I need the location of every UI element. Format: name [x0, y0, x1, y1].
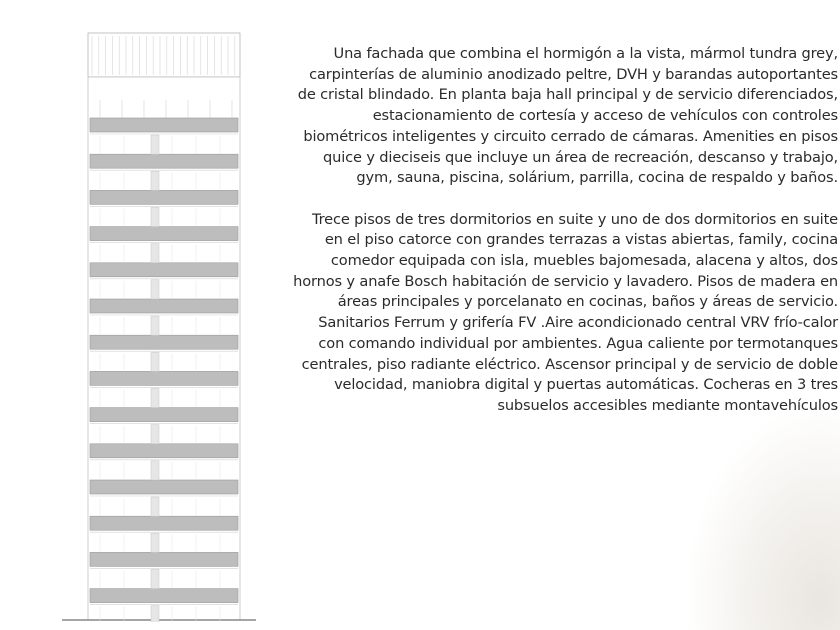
floor-slab [90, 371, 238, 385]
floor-slab [90, 480, 238, 494]
central-column [151, 316, 159, 335]
central-column [151, 425, 159, 444]
floor-slab [90, 299, 238, 313]
floor-slab [90, 408, 238, 422]
central-column [151, 497, 159, 516]
central-column [151, 569, 159, 588]
description-paragraph-2: Trece pisos de tres dormitorios en suite y uno de dos dormitorios en suite en el piso catorce con grandes terrazas a vistas abiertas, family, cocina comedor equipada con isla, muebles bajomesada, alacena y altos, dos hornos y anafe Bosch habitación de servicio y lavadero. Pisos de madera en áreas principales y porcelanato en cocinas, baños y áreas de servicio. Sanitarios Ferrum y grifería FV .Aire acondicionado central VRV frío-calor con comando individual por ambientes. Agua caliente por termotanques centrales, piso radiante eléctrico. Ascensor principal y de servicio de doble velocidad, maniobra digital y puertas automáticas. Cocheras en 3 tres subsuelos accesibles mediante montavehículos [293, 210, 838, 414]
floor-slab [90, 263, 238, 277]
central-column [151, 533, 159, 552]
floor-slab [90, 190, 238, 204]
central-column [151, 207, 159, 226]
floor-slab [90, 227, 238, 241]
central-column [151, 606, 159, 622]
floor-slab [90, 552, 238, 566]
central-column [151, 352, 159, 371]
description-paragraph-1: Una fachada que combina el hormigón a la vista, mármol tundra grey, carpinterías de aluminio anodizado peltre, DVH y barandas autoportantes de cristal blindado. En planta baja hall principal y de servicio diferenciados, estacionamiento de cortesía y acceso de vehículos con controles biométricos inteligentes y circuito cerrado de cámaras. Amenities en pisos quice y dieciseis que incluye un área de recreación, descanso y trabajo, gym, sauna, piscina, solárium, parrilla, cocina de respaldo y baños. [297, 45, 838, 187]
description-text-block [292, 44, 838, 417]
central-column [151, 244, 159, 263]
floor-slab [90, 335, 238, 349]
central-column [151, 461, 159, 480]
building-elevation-drawing [60, 30, 260, 622]
central-column [151, 135, 159, 154]
central-column [151, 280, 159, 299]
floor-slab [90, 118, 238, 132]
floor-slab [90, 589, 238, 603]
central-column [151, 171, 159, 190]
central-column [151, 388, 159, 407]
floor-slab [90, 154, 238, 168]
floor-slab [90, 516, 238, 530]
floor-slab [90, 444, 238, 458]
